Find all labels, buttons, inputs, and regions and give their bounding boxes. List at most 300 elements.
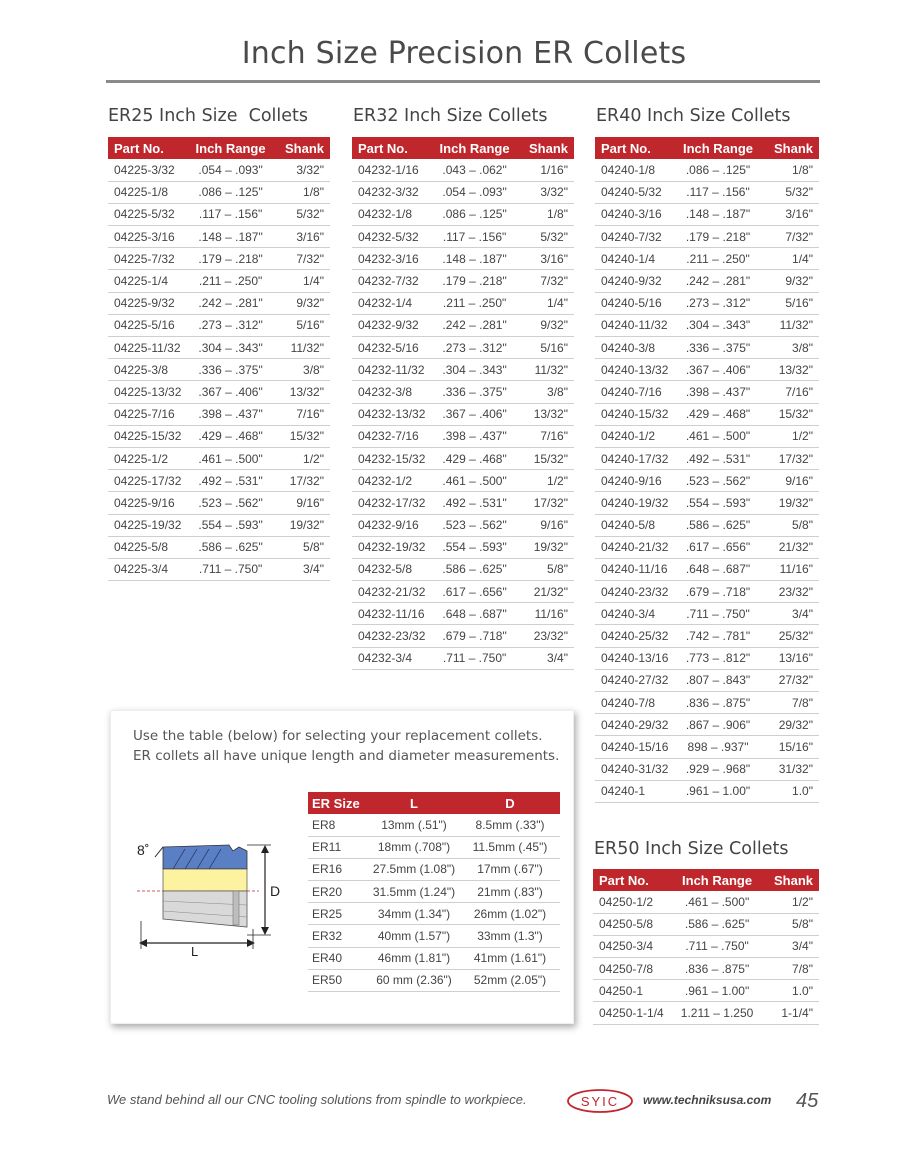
diagram-l-arrowhead-right (247, 939, 255, 947)
er50-table (593, 869, 819, 1025)
part-number-cell: 04232-11/16 (352, 603, 434, 625)
shank-cell: 5/16" (759, 292, 819, 314)
col-inch-range: Inch Range (677, 137, 759, 159)
part-number-cell: 04240-21/32 (595, 536, 677, 558)
er32-table (352, 137, 574, 670)
part-number-cell: 04240-27/32 (595, 669, 677, 691)
shank-cell: 5/8" (759, 514, 819, 536)
er40-table (595, 137, 819, 803)
table-row (595, 248, 819, 270)
part-number-cell: 04232-21/32 (352, 581, 434, 603)
inch-range-cell: .273 – .312" (190, 314, 272, 336)
inch-range-cell: .429 – .468" (434, 447, 516, 469)
part-number-cell: 04240-1 (595, 780, 677, 802)
shank-cell: 17/32" (272, 470, 330, 492)
shank-cell: 5/16" (272, 314, 330, 336)
inch-range-cell: .117 – .156" (190, 203, 272, 225)
table-row (352, 581, 574, 603)
inch-range-cell: .398 – .437" (677, 381, 759, 403)
col-inch-range: Inch Range (675, 869, 760, 891)
part-number-cell: 04232-11/32 (352, 359, 434, 381)
inch-range-cell: .586 – .625" (677, 514, 759, 536)
inch-range-cell: .711 – .750" (190, 558, 272, 580)
table-row (108, 226, 330, 248)
table-row (595, 758, 819, 780)
inch-range-cell: .554 – .593" (434, 536, 516, 558)
inch-range-cell: .336 – .375" (677, 337, 759, 359)
part-number-cell: 04225-17/32 (108, 470, 190, 492)
shank-cell: 11/32" (516, 359, 574, 381)
inch-range-cell: .086 – .125" (434, 203, 516, 225)
part-number-cell: 04225-5/8 (108, 536, 190, 558)
diameter-cell: 52mm (2.05") (460, 969, 560, 991)
inch-range-cell: .461 – .500" (675, 891, 760, 913)
inch-range-cell: .043 – .062" (434, 159, 516, 181)
table-row (308, 947, 560, 969)
shank-cell: 1/4" (516, 292, 574, 314)
er-size-cell: ER32 (308, 925, 368, 947)
part-number-cell: 04240-31/32 (595, 758, 677, 780)
part-number-cell: 04240-15/32 (595, 403, 677, 425)
diagram-slot (233, 891, 239, 925)
table-row (595, 492, 819, 514)
shank-cell: 3/16" (759, 203, 819, 225)
shank-cell: 1-1/4" (759, 1002, 819, 1024)
inch-range-cell: .148 – .187" (434, 248, 516, 270)
table-row (595, 558, 819, 580)
col-part-no: Part No. (108, 137, 190, 159)
er-size-cell: ER50 (308, 969, 368, 991)
part-number-cell: 04240-5/8 (595, 514, 677, 536)
length-cell: 13mm (.51") (368, 814, 460, 836)
inch-range-cell: .398 – .437" (190, 403, 272, 425)
part-number-cell: 04232-19/32 (352, 536, 434, 558)
table-row (108, 425, 330, 447)
diameter-cell: 21mm (.83") (460, 881, 560, 903)
shank-cell: 1/4" (272, 270, 330, 292)
length-cell: 46mm (1.81") (368, 947, 460, 969)
shank-cell: 15/32" (759, 403, 819, 425)
diagram-l-label: L (191, 944, 199, 959)
part-number-cell: 04232-7/16 (352, 425, 434, 447)
part-number-cell: 04225-7/16 (108, 403, 190, 425)
part-number-cell: 04240-1/2 (595, 425, 677, 447)
shank-cell: 5/8" (272, 536, 330, 558)
size-table-header-row (308, 792, 560, 814)
inch-range-cell: .304 – .343" (434, 359, 516, 381)
title-divider (106, 80, 820, 83)
shank-cell: 23/32" (759, 581, 819, 603)
table-row (308, 881, 560, 903)
shank-cell: 7/8" (759, 692, 819, 714)
col-inch-range: Inch Range (190, 137, 272, 159)
table-row (595, 159, 819, 181)
table-row (593, 935, 819, 957)
inch-range-cell: .617 – .656" (434, 581, 516, 603)
shank-cell: 29/32" (759, 714, 819, 736)
part-number-cell: 04240-7/32 (595, 226, 677, 248)
part-number-cell: 04232-1/2 (352, 470, 434, 492)
er-size-cell: ER20 (308, 881, 368, 903)
inch-range-cell: .242 – .281" (190, 292, 272, 314)
shank-cell: 3/4" (272, 558, 330, 580)
part-number-cell: 04240-3/4 (595, 603, 677, 625)
info-line-1: Use the table (below) for selecting your replacement collets. (133, 728, 543, 744)
er50-heading: ER50 Inch Size Collets (594, 839, 789, 859)
inch-range-cell: .679 – .718" (677, 581, 759, 603)
inch-range-cell: .242 – .281" (434, 314, 516, 336)
table-row (352, 603, 574, 625)
part-number-cell: 04240-13/16 (595, 647, 677, 669)
shank-cell: 11/16" (759, 558, 819, 580)
inch-range-cell: .961 – 1.00" (675, 980, 760, 1002)
part-number-cell: 04225-9/32 (108, 292, 190, 314)
er-size-cell: ER25 (308, 903, 368, 925)
info-text (133, 726, 563, 766)
table-row (595, 270, 819, 292)
shank-cell: 1/16" (516, 159, 574, 181)
inch-range-cell: .086 – .125" (190, 181, 272, 203)
shank-cell: 1/8" (759, 159, 819, 181)
part-number-cell: 04232-1/4 (352, 292, 434, 314)
inch-range-cell: .367 – .406" (677, 359, 759, 381)
part-number-cell: 04225-1/2 (108, 447, 190, 469)
inch-range-cell: .179 – .218" (677, 226, 759, 248)
shank-cell: 3/32" (516, 181, 574, 203)
part-number-cell: 04225-7/32 (108, 248, 190, 270)
part-number-cell: 04232-3/4 (352, 647, 434, 669)
collet-diagram (133, 839, 303, 959)
col-inch-range: Inch Range (434, 137, 516, 159)
inch-range-cell: .304 – .343" (677, 314, 759, 336)
shank-cell: 23/32" (516, 625, 574, 647)
table-row (108, 292, 330, 314)
part-number-cell: 04225-5/32 (108, 203, 190, 225)
diameter-cell: 26mm (1.02") (460, 903, 560, 925)
inch-range-cell: .429 – .468" (190, 425, 272, 447)
inch-range-cell: .929 – .968" (677, 758, 759, 780)
inch-range-cell: .273 – .312" (434, 337, 516, 359)
part-number-cell: 04240-9/32 (595, 270, 677, 292)
table-row (108, 514, 330, 536)
diameter-cell: 41mm (1.61") (460, 947, 560, 969)
table-row (352, 514, 574, 536)
part-number-cell: 04240-3/16 (595, 203, 677, 225)
part-number-cell: 04240-11/16 (595, 558, 677, 580)
part-number-cell: 04240-19/32 (595, 492, 677, 514)
shank-cell: 3/4" (516, 647, 574, 669)
shank-cell: 9/32" (759, 270, 819, 292)
diagram-l-arrowhead-left (139, 939, 147, 947)
length-cell: 18mm (.708") (368, 836, 460, 858)
part-number-cell: 04240-3/8 (595, 337, 677, 359)
table-row (595, 203, 819, 225)
inch-range-cell: .836 – .875" (675, 958, 760, 980)
table-row (308, 836, 560, 858)
inch-range-cell: .679 – .718" (434, 625, 516, 647)
table-row (108, 314, 330, 336)
shank-cell: 19/32" (272, 514, 330, 536)
shank-cell: 19/32" (759, 492, 819, 514)
inch-range-cell: .867 – .906" (677, 714, 759, 736)
shank-cell: 13/32" (759, 359, 819, 381)
shank-cell: 1/2" (272, 447, 330, 469)
shank-cell: 1.0" (759, 980, 819, 1002)
part-number-cell: 04225-9/16 (108, 492, 190, 514)
table-row (593, 958, 819, 980)
shank-cell: 1/4" (759, 248, 819, 270)
table-row (352, 203, 574, 225)
length-cell: 60 mm (2.36") (368, 969, 460, 991)
part-number-cell: 04232-13/32 (352, 403, 434, 425)
shank-cell: 31/32" (759, 758, 819, 780)
shank-cell: 9/32" (516, 314, 574, 336)
shank-cell: 7/8" (759, 958, 819, 980)
part-number-cell: 04225-19/32 (108, 514, 190, 536)
shank-cell: 5/32" (516, 226, 574, 248)
table-row (108, 492, 330, 514)
inch-range-cell: .648 – .687" (434, 603, 516, 625)
shank-cell: 11/32" (272, 337, 330, 359)
er40-heading: ER40 Inch Size Collets (596, 106, 791, 126)
table-row (595, 359, 819, 381)
page-number: 45 (796, 1090, 819, 1112)
part-number-cell: 04232-1/16 (352, 159, 434, 181)
table-row (593, 913, 819, 935)
diameter-cell: 33mm (1.3") (460, 925, 560, 947)
part-number-cell: 04240-5/16 (595, 292, 677, 314)
footer-url[interactable]: www.techniksusa.com (643, 1093, 772, 1107)
shank-cell: 3/8" (516, 381, 574, 403)
shank-cell: 21/32" (759, 536, 819, 558)
inch-range-cell: .807 – .843" (677, 669, 759, 691)
inch-range-cell: .711 – .750" (677, 603, 759, 625)
inch-range-cell: .367 – .406" (434, 403, 516, 425)
shank-cell: 7/16" (759, 381, 819, 403)
part-number-cell: 04240-9/16 (595, 470, 677, 492)
syic-logo (566, 1088, 634, 1114)
inch-range-cell: .179 – .218" (190, 248, 272, 270)
diameter-cell: 8.5mm (.33") (460, 814, 560, 836)
table-row (352, 492, 574, 514)
part-number-cell: 04225-1/8 (108, 181, 190, 203)
inch-range-cell: .086 – .125" (677, 159, 759, 181)
table-row (108, 159, 330, 181)
col-part-no: Part No. (593, 869, 675, 891)
inch-range-cell: .742 – .781" (677, 625, 759, 647)
table-row (352, 248, 574, 270)
inch-range-cell: .273 – .312" (677, 292, 759, 314)
table-row (308, 925, 560, 947)
table-row (352, 337, 574, 359)
er32-header-row (352, 137, 574, 159)
shank-cell: 3/16" (272, 226, 330, 248)
shank-cell: 1/2" (759, 891, 819, 913)
inch-range-cell: .961 – 1.00" (677, 780, 759, 802)
part-number-cell: 04225-5/16 (108, 314, 190, 336)
inch-range-cell: .304 – .343" (190, 337, 272, 359)
shank-cell: 9/16" (272, 492, 330, 514)
part-number-cell: 04232-5/8 (352, 558, 434, 580)
table-row (108, 381, 330, 403)
inch-range-cell: .648 – .687" (677, 558, 759, 580)
inch-range-cell: .492 – .531" (434, 492, 516, 514)
col-shank: Shank (759, 869, 819, 891)
part-number-cell: 04250-7/8 (593, 958, 675, 980)
part-number-cell: 04225-11/32 (108, 337, 190, 359)
shank-cell: 13/32" (516, 403, 574, 425)
footer-tagline: We stand behind all our CNC tooling solutions from spindle to workpiece. (107, 1092, 527, 1107)
inch-range-cell: .586 – .625" (675, 913, 760, 935)
table-row (595, 647, 819, 669)
inch-range-cell: .492 – .531" (190, 470, 272, 492)
part-number-cell: 04225-3/16 (108, 226, 190, 248)
part-number-cell: 04250-1 (593, 980, 675, 1002)
table-row (352, 181, 574, 203)
shank-cell: 3/32" (272, 159, 330, 181)
part-number-cell: 04240-1/4 (595, 248, 677, 270)
col-part-no: Part No. (595, 137, 677, 159)
shank-cell: 13/16" (759, 647, 819, 669)
diagram-d-arrowhead-top (261, 845, 269, 853)
inch-range-cell: .523 – .562" (190, 492, 272, 514)
part-number-cell: 04250-1/2 (593, 891, 675, 913)
table-row (595, 447, 819, 469)
inch-range-cell: .554 – .593" (190, 514, 272, 536)
diameter-cell: 17mm (.67") (460, 858, 560, 880)
table-row (108, 558, 330, 580)
part-number-cell: 04225-3/4 (108, 558, 190, 580)
inch-range-cell: .586 – .625" (434, 558, 516, 580)
table-row (352, 270, 574, 292)
er25-table (108, 137, 330, 581)
logo-text: SYIC (580, 1094, 620, 1109)
er-size-table (308, 792, 560, 992)
shank-cell: 5/8" (516, 558, 574, 580)
table-row (595, 536, 819, 558)
inch-range-cell: .367 – .406" (190, 381, 272, 403)
table-row (595, 603, 819, 625)
table-row (595, 714, 819, 736)
table-row (595, 292, 819, 314)
inch-range-cell: .211 – .250" (677, 248, 759, 270)
inch-range-cell: .148 – .187" (190, 226, 272, 248)
shank-cell: 27/32" (759, 669, 819, 691)
er-size-cell: ER16 (308, 858, 368, 880)
table-row (108, 403, 330, 425)
table-row (352, 314, 574, 336)
inch-range-cell: .523 – .562" (434, 514, 516, 536)
col-shank: Shank (759, 137, 819, 159)
part-number-cell: 04240-1/8 (595, 159, 677, 181)
shank-cell: 9/16" (759, 470, 819, 492)
inch-range-cell: .711 – .750" (675, 935, 760, 957)
part-number-cell: 04232-15/32 (352, 447, 434, 469)
table-row (595, 181, 819, 203)
er40-header-row (595, 137, 819, 159)
table-row (352, 558, 574, 580)
table-row (352, 470, 574, 492)
length-cell: 31.5mm (1.24") (368, 881, 460, 903)
inch-range-cell: .211 – .250" (434, 292, 516, 314)
shank-cell: 15/32" (272, 425, 330, 447)
table-row (308, 903, 560, 925)
length-cell: 27.5mm (1.08") (368, 858, 460, 880)
table-row (595, 226, 819, 248)
table-row (352, 447, 574, 469)
part-number-cell: 04240-29/32 (595, 714, 677, 736)
inch-range-cell: .398 – .437" (434, 425, 516, 447)
part-number-cell: 04240-7/16 (595, 381, 677, 403)
table-row (595, 470, 819, 492)
inch-range-cell: 1.211 – 1.250 (675, 1002, 760, 1024)
table-row (352, 647, 574, 669)
part-number-cell: 04240-7/8 (595, 692, 677, 714)
part-number-cell: 04250-3/4 (593, 935, 675, 957)
inch-range-cell: .117 – .156" (434, 226, 516, 248)
table-row (108, 447, 330, 469)
length-cell: 34mm (1.34") (368, 903, 460, 925)
table-row (593, 891, 819, 913)
shank-cell: 17/32" (759, 447, 819, 469)
part-number-cell: 04240-17/32 (595, 447, 677, 469)
inch-range-cell: .836 – .875" (677, 692, 759, 714)
shank-cell: 9/32" (272, 292, 330, 314)
shank-cell: 5/32" (272, 203, 330, 225)
diagram-d-arrowhead-bottom (261, 927, 269, 935)
inch-range-cell: .461 – .500" (434, 470, 516, 492)
part-number-cell: 04232-3/8 (352, 381, 434, 403)
inch-range-cell: .711 – .750" (434, 647, 516, 669)
shank-cell: 17/32" (516, 492, 574, 514)
table-row (308, 814, 560, 836)
part-number-cell: 04225-3/32 (108, 159, 190, 181)
table-row (108, 203, 330, 225)
table-row (352, 359, 574, 381)
shank-cell: 21/32" (516, 581, 574, 603)
part-number-cell: 04232-9/16 (352, 514, 434, 536)
part-number-cell: 04240-15/16 (595, 736, 677, 758)
table-row (352, 425, 574, 447)
table-row (595, 425, 819, 447)
shank-cell: 5/8" (759, 913, 819, 935)
col-part-no: Part No. (352, 137, 434, 159)
table-row (595, 581, 819, 603)
table-row (595, 692, 819, 714)
shank-cell: 25/32" (759, 625, 819, 647)
shank-cell: 3/4" (759, 603, 819, 625)
shank-cell: 11/32" (759, 314, 819, 336)
part-number-cell: 04240-5/32 (595, 181, 677, 203)
shank-cell: 1/2" (759, 425, 819, 447)
part-number-cell: 04240-11/32 (595, 314, 677, 336)
col-length: L (368, 792, 460, 814)
inch-range-cell: .492 – .531" (677, 447, 759, 469)
shank-cell: 3/8" (759, 337, 819, 359)
inch-range-cell: .242 – .281" (677, 270, 759, 292)
part-number-cell: 04232-3/16 (352, 248, 434, 270)
inch-range-cell: .054 – .093" (434, 181, 516, 203)
table-row (308, 858, 560, 880)
table-row (108, 536, 330, 558)
inch-range-cell: .617 – .656" (677, 536, 759, 558)
col-diameter: D (460, 792, 560, 814)
er-size-cell: ER40 (308, 947, 368, 969)
part-number-cell: 04232-1/8 (352, 203, 434, 225)
table-row (593, 980, 819, 1002)
er25-header-row (108, 137, 330, 159)
table-row (308, 969, 560, 991)
